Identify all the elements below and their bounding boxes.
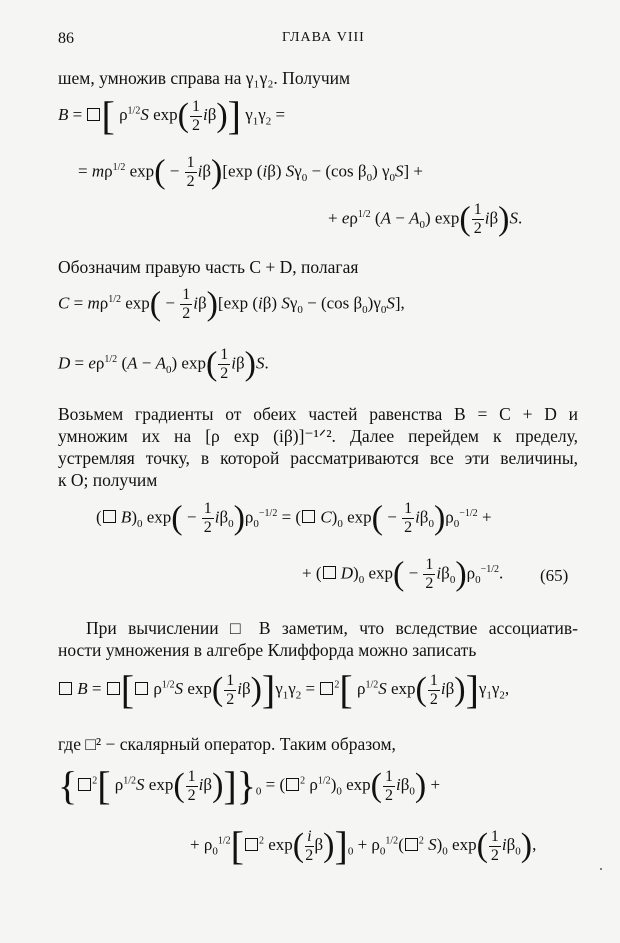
equation-final-line1: { $^2$[ $\rho^{1/2}S$ exp( $\frac{1}{2}$ $i\beta)]\}_0$ = ( $^2$ $\rho^{1/2})_0$ exp( $\frac{1}{2}$ $i\beta_0$) + <box>58 763 441 808</box>
equation-c-definition: $C = m\rho^{1/2}$ exp( − $\frac{1}{2}$ iβ)[exp (iβ) $S\gamma_0 - (\cos$ $\beta_0)\gamma_0S$], <box>58 285 405 323</box>
text-paragraph-2: Обозначим правую часть C + D, полагая <box>58 257 359 277</box>
text-paragraph-3-line-2: умножим их на [ρ exp (iβ)]⁻¹ᐟ². Далее перейдем к пределу, <box>58 426 578 446</box>
text-paragraph-3-line-3: устремляя точку, в которой рассматриваются все эти величины, <box>58 448 578 468</box>
print-speck <box>600 868 602 870</box>
equation-final-line2: + $\rho_0^{1/2}$[ $^2$ exp( $\frac{i}{2}$ $\beta)]_0 + \rho_0^{1/2}$( $^2$ $S)_0$ exp( $\frac{1}{2}$ $i\beta_0$), <box>190 823 537 868</box>
equation-box-b: B = [ $\rho^{1/2}S$ exp( $\frac{1}{2}$ $i\beta)]\gamma_1\gamma_2 = ^2$[ $\rho^{1/2}S$ exp( $\frac{1}{2}$ $i\beta)]\gamma_1\gamma_2$, <box>58 670 509 710</box>
chapter-header: ГЛАВА VIII <box>282 30 365 45</box>
equation-gradient-line2: + ( $D)_0$ exp( − $\frac{1}{2}$ $i\beta_0)\rho_0^{-1/2}$. <box>302 555 504 593</box>
text-paragraph-5: где □² − скалярный оператор. Таким образом, <box>58 734 396 754</box>
text-paragraph-3-line-4: к O; получим <box>58 470 158 490</box>
text-paragraph-4-line-2: ности умножения в алгебре Клиффорда можно записать <box>58 640 477 660</box>
text-paragraph-3-line-1: Возьмем градиенты от обеих частей равенства B = C + D и <box>58 404 578 424</box>
equation-d-definition: $D = e\rho^{1/2}$ $(A - A_0)$ exp( $\frac{1}{2}$ iβ)S. <box>58 345 269 383</box>
text-paragraph-1: шем, умножив справа на γ₁γ₂. Получим <box>58 68 351 88</box>
text-paragraph-4-line-1: При вычислении □ B заметим, что вследствие ассоциатив- <box>86 618 578 638</box>
equation-number: (65) <box>540 566 569 585</box>
page-number: 86 <box>58 30 74 47</box>
equation-b-definition: B = [ $\rho^{1/2}S$ exp( $\frac{1}{2}$ iβ)] $\gamma_1\gamma_2$ = <box>58 93 286 138</box>
equation-b-expansion-line1: = $m\rho^{1/2}$ exp( − $\frac{1}{2}$ iβ)[exp (iβ) $S\gamma_0 - (\cos$ $\beta_0$) $\gamma_0S$] + <box>78 153 424 191</box>
equation-gradient-line1: ( $B)_0$ exp( − $\frac{1}{2}$ $i\beta_0)\rho_0^{-1/2}$ = ( $C)_0$ exp( − $\frac{1}{2}$ $i\beta_0)\rho_0^{-1/2}$ + <box>96 499 492 537</box>
equation-b-expansion-line2: + $e\rho^{1/2}$ $(A - A_0)$ exp( $\frac{1}{2}$ iβ)S. <box>328 200 523 238</box>
